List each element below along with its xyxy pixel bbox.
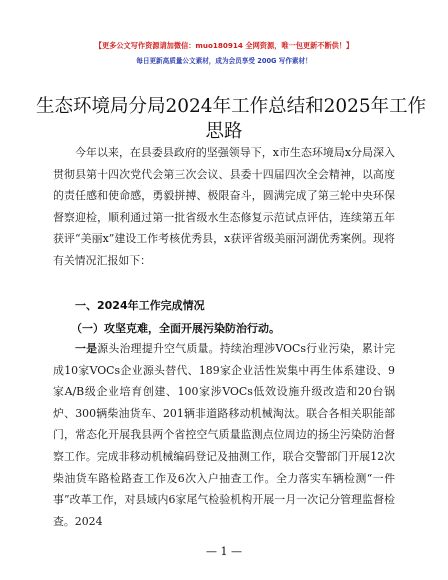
- promo-line-2: 每日更新高质量公文素材，成为会员享受 200G 写作素材！: [136, 57, 312, 65]
- document-title-line-1: 生态环境局分局2024年工作总结和2025年工作: [36, 96, 427, 117]
- page-number: — 1 —: [206, 545, 242, 558]
- paragraph-text: 源头治理提升空气质量。持续治理涉VOCs行业污染，累计完成10家VOCs企业源头替代、189家企业活性炭集中再生体系建设、9家A/B级企业培育创建、100家涉VOCs低效设施升级改造和20台锅炉、300辆柴油货车、201辆非道路移动机械淘汰。联合各相关职能部门，常态化开展我县两个省控空气质量监测点位周边的扬尘污染防治督察工作。完成非移动机械编码登记及抽测工作，联合交警部门开展12次柴油货车路检路查工作及6次入户抽查工作。全力落实车辆检测“一件事”改革工作，对县域内6家尾气检验机构开展一月一次记分管理监督检查。2024: [53, 342, 395, 528]
- document-title-line-2: 思路: [205, 121, 243, 142]
- subsection-heading: （一）攻坚克难，全面开展污染防治行动。: [71, 322, 280, 335]
- body-paragraph: [53, 338, 395, 532]
- promo-line-1: 【更多公文写作资源请加微信：muo180914 全网资源，唯一包更新不断供！】: [94, 41, 354, 50]
- section-heading: 一、2024年工作完成情况: [75, 299, 205, 312]
- intro-paragraph: 今年以来，在县委县政府的坚强领导下，x市生态环境局x分局深入贯彻县第十四次党代会第三次会议、县委十四届四次全会精神，以高度的责任感和使命感，勇毅拼搏、极限奋斗，圆满完成了第三轮中央环保督察迎检，顺利通过第一批省级水生态修复示范试点评估，连续第五年获评“美丽x”建设工作考核优秀县，x获评省级美丽河湖优秀案例。现将有关情况汇报如下：: [53, 146, 395, 267]
- paragraph-lead: 一是: [75, 342, 98, 355]
